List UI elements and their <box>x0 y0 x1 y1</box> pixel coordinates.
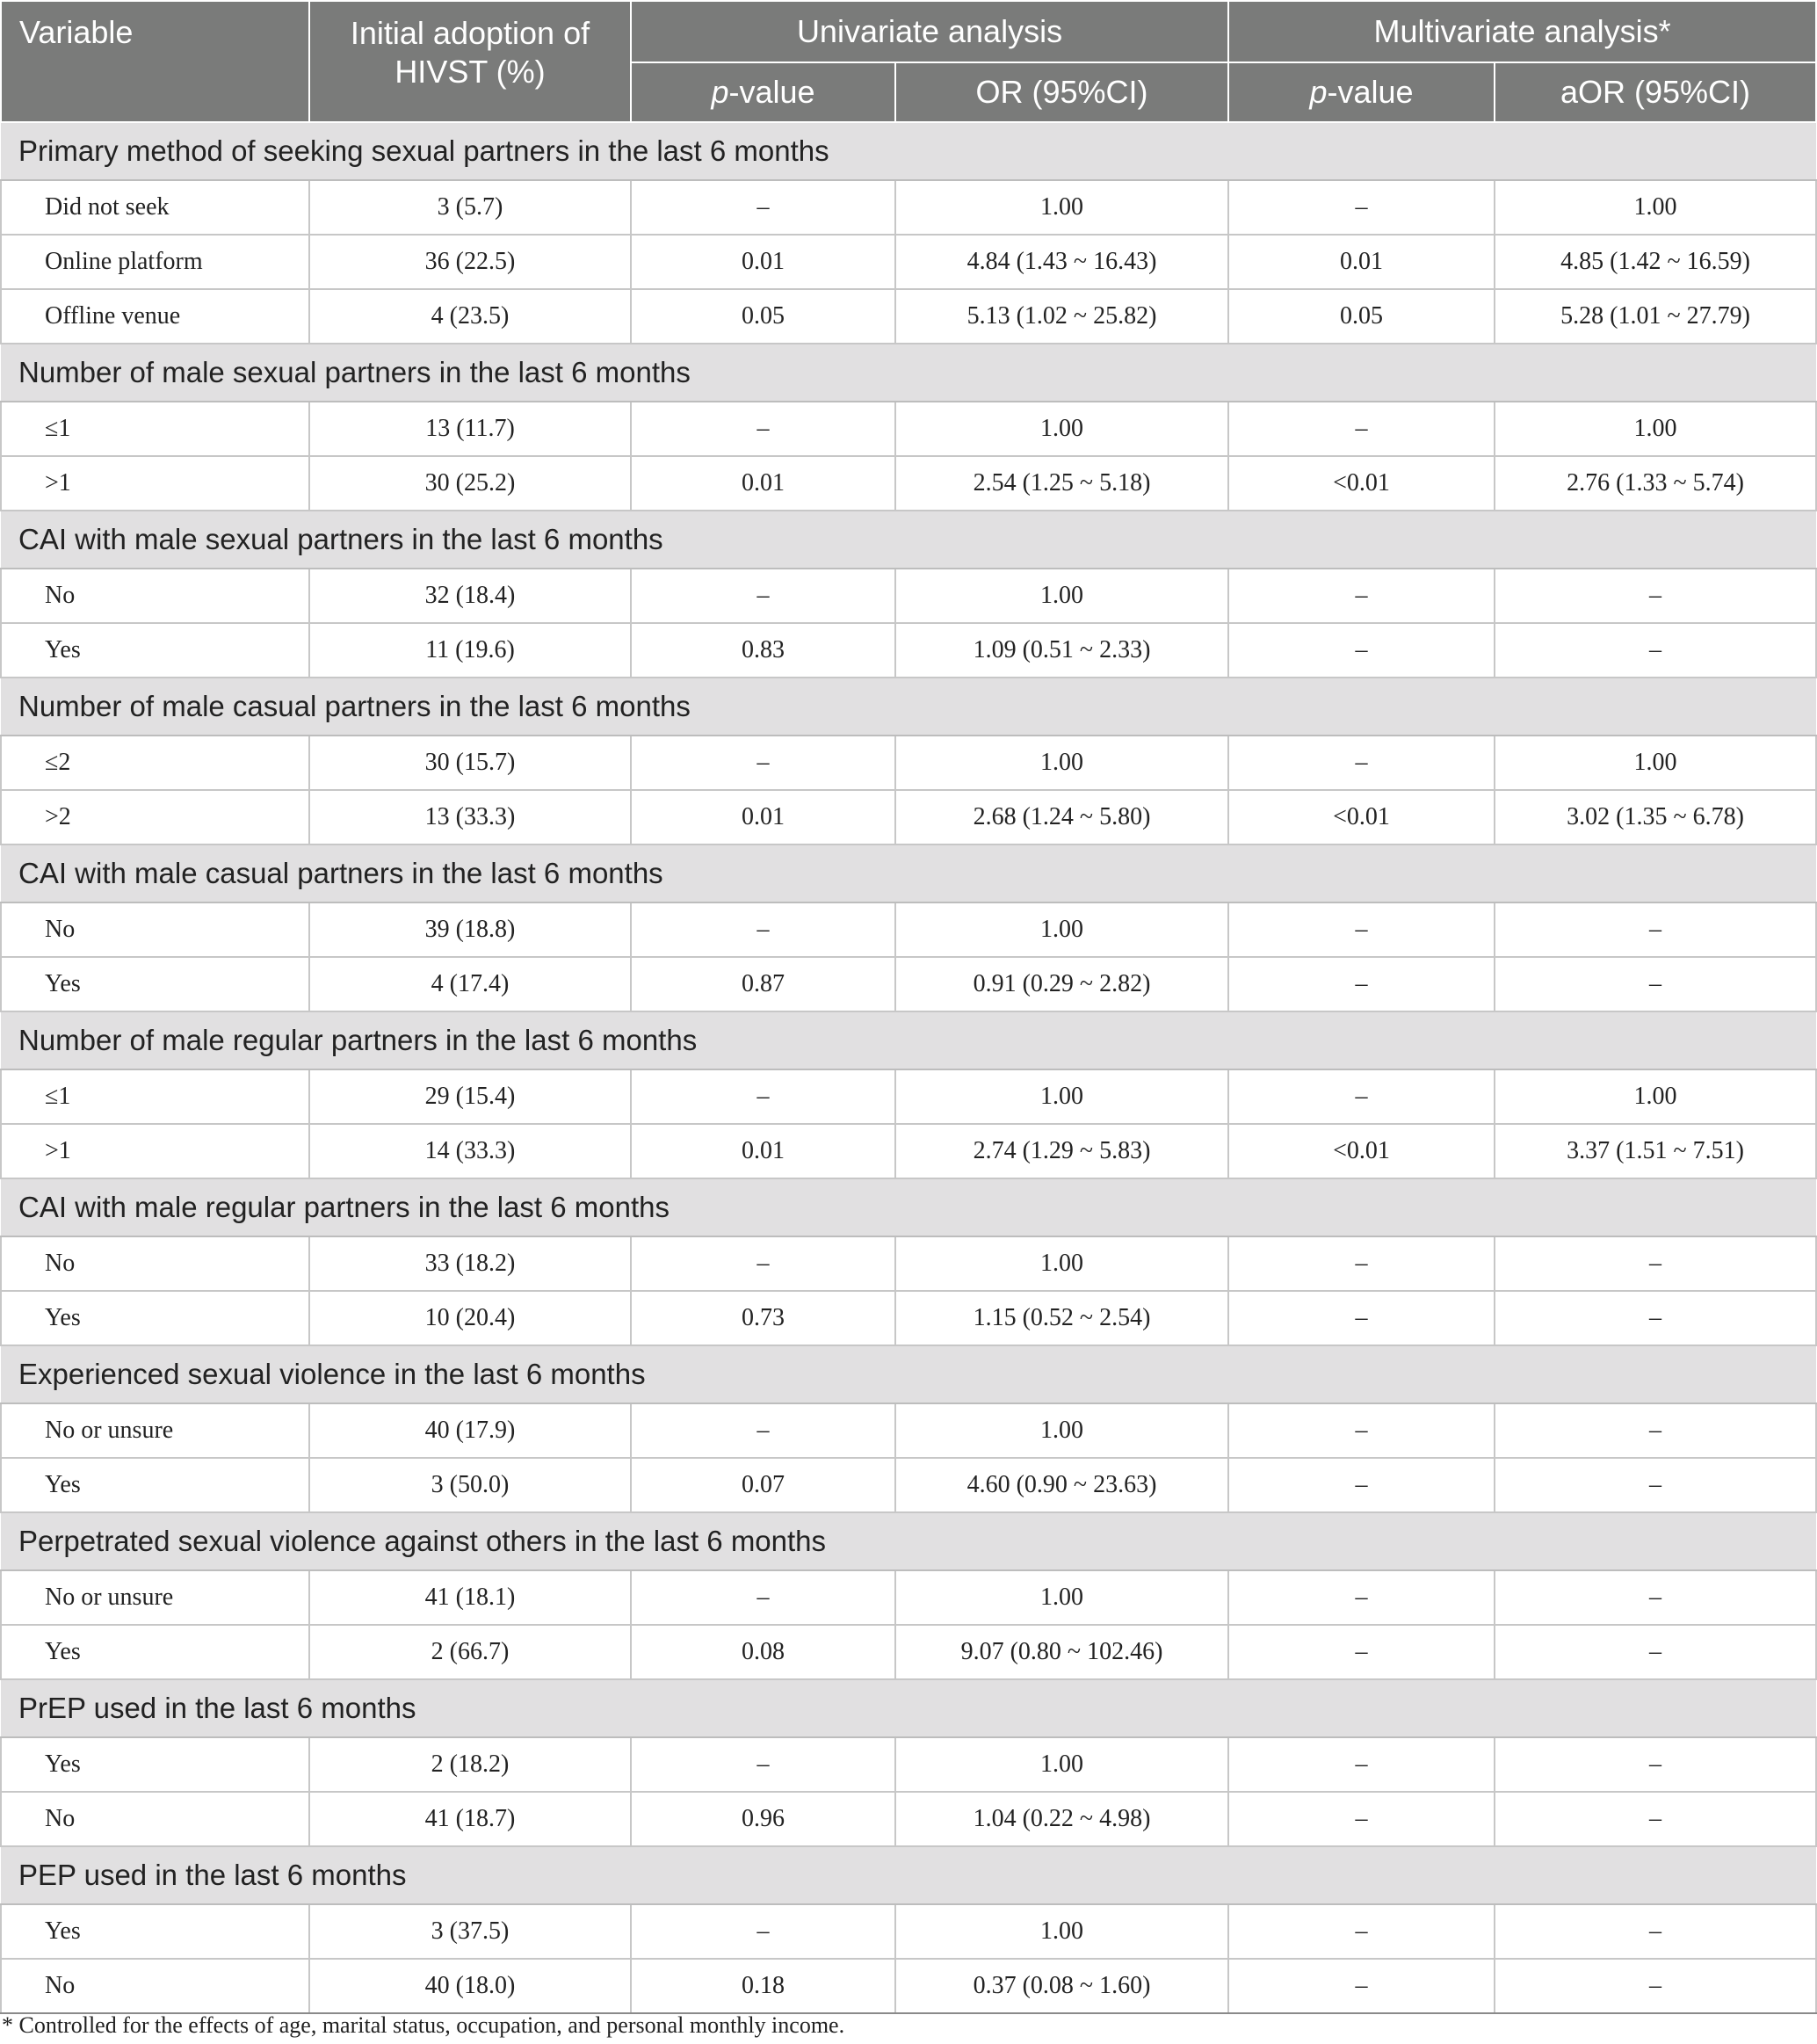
header-initial-line2: HIVST (%) <box>395 54 546 90</box>
p-rest: -value <box>1327 74 1414 110</box>
section-row <box>1 1178 1816 1236</box>
header-multivariate: Multivariate analysis* <box>1228 1 1816 62</box>
section-row <box>1 511 1816 569</box>
section-row <box>1 678 1816 736</box>
multi-p-value: – <box>1228 569 1495 623</box>
initial-adoption: 40 (17.9) <box>309 1403 631 1458</box>
section-title: PrEP used in the last 6 months <box>1 1679 1816 1737</box>
section-row <box>1 1345 1816 1403</box>
level-label: No <box>1 1959 309 2013</box>
aor-ci: – <box>1495 1570 1816 1625</box>
table-row <box>1 402 1816 456</box>
section-title: Perpetrated sexual violence against others in the last 6 months <box>1 1512 1816 1570</box>
multi-p-value: – <box>1228 1792 1495 1846</box>
table-row <box>1 623 1816 678</box>
section-row <box>1 844 1816 902</box>
header-initial-line1: Initial adoption of <box>350 15 590 51</box>
uni-p-value: 0.73 <box>631 1291 895 1345</box>
uni-p-value: 0.01 <box>631 1124 895 1178</box>
initial-adoption: 33 (18.2) <box>309 1236 631 1291</box>
uni-p-value: 0.83 <box>631 623 895 678</box>
aor-ci: 1.00 <box>1495 1069 1816 1124</box>
level-label: ≤2 <box>1 736 309 790</box>
initial-adoption: 3 (50.0) <box>309 1458 631 1512</box>
table-row <box>1 790 1816 844</box>
section-title: Experienced sexual violence in the last 6 months <box>1 1345 1816 1403</box>
multi-p-value: – <box>1228 1069 1495 1124</box>
aor-ci: – <box>1495 1792 1816 1846</box>
multi-p-value: – <box>1228 957 1495 1011</box>
table-row <box>1 1458 1816 1512</box>
section-row <box>1 1011 1816 1069</box>
initial-adoption: 32 (18.4) <box>309 569 631 623</box>
multi-p-value: – <box>1228 623 1495 678</box>
uni-p-value: 0.01 <box>631 790 895 844</box>
aor-ci: 1.00 <box>1495 180 1816 235</box>
footnote: * Controlled for the effects of age, marital status, occupation, and personal monthly income. <box>2 2012 845 2038</box>
aor-ci: 4.85 (1.42 ~ 16.59) <box>1495 235 1816 289</box>
or-ci: 1.15 (0.52 ~ 2.54) <box>895 1291 1228 1345</box>
initial-adoption: 4 (23.5) <box>309 289 631 344</box>
or-ci: 1.00 <box>895 1236 1228 1291</box>
table-row <box>1 1625 1816 1679</box>
level-label: Yes <box>1 1458 309 1512</box>
table-row <box>1 1792 1816 1846</box>
level-label: Online platform <box>1 235 309 289</box>
multi-p-value: 0.05 <box>1228 289 1495 344</box>
uni-p-value: – <box>631 1069 895 1124</box>
section-row <box>1 344 1816 402</box>
level-label: >1 <box>1 456 309 511</box>
table-row <box>1 1069 1816 1124</box>
initial-adoption: 41 (18.1) <box>309 1570 631 1625</box>
aor-ci: – <box>1495 1458 1816 1512</box>
or-ci: 1.00 <box>895 1737 1228 1792</box>
aor-ci: 3.02 (1.35 ~ 6.78) <box>1495 790 1816 844</box>
initial-adoption: 36 (22.5) <box>309 235 631 289</box>
p-rest: -value <box>728 74 815 110</box>
section-row <box>1 1846 1816 1904</box>
uni-p-value: – <box>631 736 895 790</box>
uni-p-value: – <box>631 902 895 957</box>
aor-ci: 3.37 (1.51 ~ 7.51) <box>1495 1124 1816 1178</box>
section-row <box>1 1512 1816 1570</box>
or-ci: 1.00 <box>895 402 1228 456</box>
table-row <box>1 235 1816 289</box>
initial-adoption: 13 (33.3) <box>309 790 631 844</box>
table-row <box>1 1236 1816 1291</box>
uni-p-value: 0.01 <box>631 456 895 511</box>
header-univariate: Univariate analysis <box>631 1 1228 62</box>
table-header <box>1 1 1816 122</box>
aor-ci: – <box>1495 569 1816 623</box>
level-label: No or unsure <box>1 1403 309 1458</box>
level-label: Yes <box>1 1904 309 1959</box>
level-label: >2 <box>1 790 309 844</box>
aor-ci: – <box>1495 957 1816 1011</box>
aor-ci: 1.00 <box>1495 402 1816 456</box>
header-variable: Variable <box>1 1 309 122</box>
table-row <box>1 456 1816 511</box>
uni-p-value: 0.18 <box>631 1959 895 2013</box>
initial-adoption: 3 (5.7) <box>309 180 631 235</box>
level-label: No <box>1 569 309 623</box>
uni-p-value: 0.08 <box>631 1625 895 1679</box>
initial-adoption: 4 (17.4) <box>309 957 631 1011</box>
or-ci: 1.04 (0.22 ~ 4.98) <box>895 1792 1228 1846</box>
table-row <box>1 1737 1816 1792</box>
level-label: Offline venue <box>1 289 309 344</box>
initial-adoption: 30 (15.7) <box>309 736 631 790</box>
uni-p-value: – <box>631 1236 895 1291</box>
multi-p-value: – <box>1228 402 1495 456</box>
level-label: No or unsure <box>1 1570 309 1625</box>
or-ci: 1.00 <box>895 1069 1228 1124</box>
table-row <box>1 736 1816 790</box>
section-title: Number of male casual partners in the last 6 months <box>1 678 1816 736</box>
multi-p-value: – <box>1228 1737 1495 1792</box>
table-row <box>1 902 1816 957</box>
table-row <box>1 957 1816 1011</box>
or-ci: 9.07 (0.80 ~ 102.46) <box>895 1625 1228 1679</box>
level-label: ≤1 <box>1 402 309 456</box>
uni-p-value: 0.01 <box>631 235 895 289</box>
initial-adoption: 40 (18.0) <box>309 1959 631 2013</box>
table-row <box>1 180 1816 235</box>
uni-p-value: – <box>631 180 895 235</box>
or-ci: 0.37 (0.08 ~ 1.60) <box>895 1959 1228 2013</box>
aor-ci: 1.00 <box>1495 736 1816 790</box>
header-uni-p-value <box>631 62 895 122</box>
multi-p-value: – <box>1228 1403 1495 1458</box>
level-label: Yes <box>1 623 309 678</box>
uni-p-value: 0.96 <box>631 1792 895 1846</box>
aor-ci: – <box>1495 1625 1816 1679</box>
multi-p-value: <0.01 <box>1228 1124 1495 1178</box>
multi-p-value: – <box>1228 1625 1495 1679</box>
level-label: >1 <box>1 1124 309 1178</box>
table-row <box>1 1291 1816 1345</box>
p-italic: p <box>1309 74 1328 110</box>
initial-adoption: 2 (18.2) <box>309 1737 631 1792</box>
section-row <box>1 1679 1816 1737</box>
aor-ci: – <box>1495 1959 1816 2013</box>
uni-p-value: 0.07 <box>631 1458 895 1512</box>
header-multi-p-value <box>1228 62 1495 122</box>
aor-ci: – <box>1495 1904 1816 1959</box>
or-ci: 2.54 (1.25 ~ 5.18) <box>895 456 1228 511</box>
initial-adoption: 3 (37.5) <box>309 1904 631 1959</box>
or-ci: 1.00 <box>895 569 1228 623</box>
level-label: Did not seek <box>1 180 309 235</box>
table-row <box>1 1959 1816 2013</box>
or-ci: 1.00 <box>895 1570 1228 1625</box>
multi-p-value: – <box>1228 736 1495 790</box>
aor-ci: – <box>1495 1236 1816 1291</box>
multi-p-value: <0.01 <box>1228 790 1495 844</box>
section-title: PEP used in the last 6 months <box>1 1846 1816 1904</box>
aor-ci: – <box>1495 1291 1816 1345</box>
or-ci: 0.91 (0.29 ~ 2.82) <box>895 957 1228 1011</box>
table-row <box>1 1570 1816 1625</box>
section-title: Number of male sexual partners in the last 6 months <box>1 344 1816 402</box>
multi-p-value: – <box>1228 902 1495 957</box>
or-ci: 5.13 (1.02 ~ 25.82) <box>895 289 1228 344</box>
section-title: Primary method of seeking sexual partners in the last 6 months <box>1 122 1816 180</box>
level-label: Yes <box>1 957 309 1011</box>
or-ci: 1.00 <box>895 736 1228 790</box>
uni-p-value: 0.05 <box>631 289 895 344</box>
uni-p-value: – <box>631 1570 895 1625</box>
or-ci: 2.74 (1.29 ~ 5.83) <box>895 1124 1228 1178</box>
or-ci: 1.09 (0.51 ~ 2.33) <box>895 623 1228 678</box>
uni-p-value: – <box>631 1403 895 1458</box>
initial-adoption: 11 (19.6) <box>309 623 631 678</box>
aor-ci: 5.28 (1.01 ~ 27.79) <box>1495 289 1816 344</box>
p-italic: p <box>711 74 729 110</box>
section-row <box>1 122 1816 180</box>
section-title: CAI with male sexual partners in the last 6 months <box>1 511 1816 569</box>
aor-ci: – <box>1495 623 1816 678</box>
header-or-ci: OR (95%CI) <box>895 62 1228 122</box>
initial-adoption: 13 (11.7) <box>309 402 631 456</box>
multi-p-value: <0.01 <box>1228 456 1495 511</box>
multi-p-value: – <box>1228 1904 1495 1959</box>
level-label: Yes <box>1 1625 309 1679</box>
header-initial-adoption <box>309 1 631 122</box>
aor-ci: 2.76 (1.33 ~ 5.74) <box>1495 456 1816 511</box>
multi-p-value: – <box>1228 1959 1495 2013</box>
table-row <box>1 1904 1816 1959</box>
multi-p-value: – <box>1228 1570 1495 1625</box>
table-row <box>1 569 1816 623</box>
initial-adoption: 14 (33.3) <box>309 1124 631 1178</box>
initial-adoption: 29 (15.4) <box>309 1069 631 1124</box>
level-label: Yes <box>1 1737 309 1792</box>
or-ci: 1.00 <box>895 1904 1228 1959</box>
multi-p-value: – <box>1228 1291 1495 1345</box>
or-ci: 1.00 <box>895 1403 1228 1458</box>
multi-p-value: – <box>1228 1458 1495 1512</box>
initial-adoption: 39 (18.8) <box>309 902 631 957</box>
section-title: CAI with male casual partners in the last 6 months <box>1 844 1816 902</box>
initial-adoption: 10 (20.4) <box>309 1291 631 1345</box>
or-ci: 4.84 (1.43 ~ 16.43) <box>895 235 1228 289</box>
table-body <box>1 122 1816 2013</box>
multi-p-value: 0.01 <box>1228 235 1495 289</box>
aor-ci: – <box>1495 1737 1816 1792</box>
or-ci: 2.68 (1.24 ~ 5.80) <box>895 790 1228 844</box>
uni-p-value: 0.87 <box>631 957 895 1011</box>
uni-p-value: – <box>631 402 895 456</box>
level-label: No <box>1 1792 309 1846</box>
level-label: ≤1 <box>1 1069 309 1124</box>
section-title: Number of male regular partners in the last 6 months <box>1 1011 1816 1069</box>
multi-p-value: – <box>1228 1236 1495 1291</box>
aor-ci: – <box>1495 1403 1816 1458</box>
or-ci: 4.60 (0.90 ~ 23.63) <box>895 1458 1228 1512</box>
level-label: No <box>1 902 309 957</box>
uni-p-value: – <box>631 569 895 623</box>
uni-p-value: – <box>631 1737 895 1792</box>
uni-p-value: – <box>631 1904 895 1959</box>
section-title: CAI with male regular partners in the last 6 months <box>1 1178 1816 1236</box>
table-row <box>1 289 1816 344</box>
table-row <box>1 1124 1816 1178</box>
level-label: No <box>1 1236 309 1291</box>
header-aor-ci: aOR (95%CI) <box>1495 62 1816 122</box>
or-ci: 1.00 <box>895 902 1228 957</box>
aor-ci: – <box>1495 902 1816 957</box>
initial-adoption: 41 (18.7) <box>309 1792 631 1846</box>
multi-p-value: – <box>1228 180 1495 235</box>
level-label: Yes <box>1 1291 309 1345</box>
initial-adoption: 30 (25.2) <box>309 456 631 511</box>
or-ci: 1.00 <box>895 180 1228 235</box>
table-row <box>1 1403 1816 1458</box>
initial-adoption: 2 (66.7) <box>309 1625 631 1679</box>
